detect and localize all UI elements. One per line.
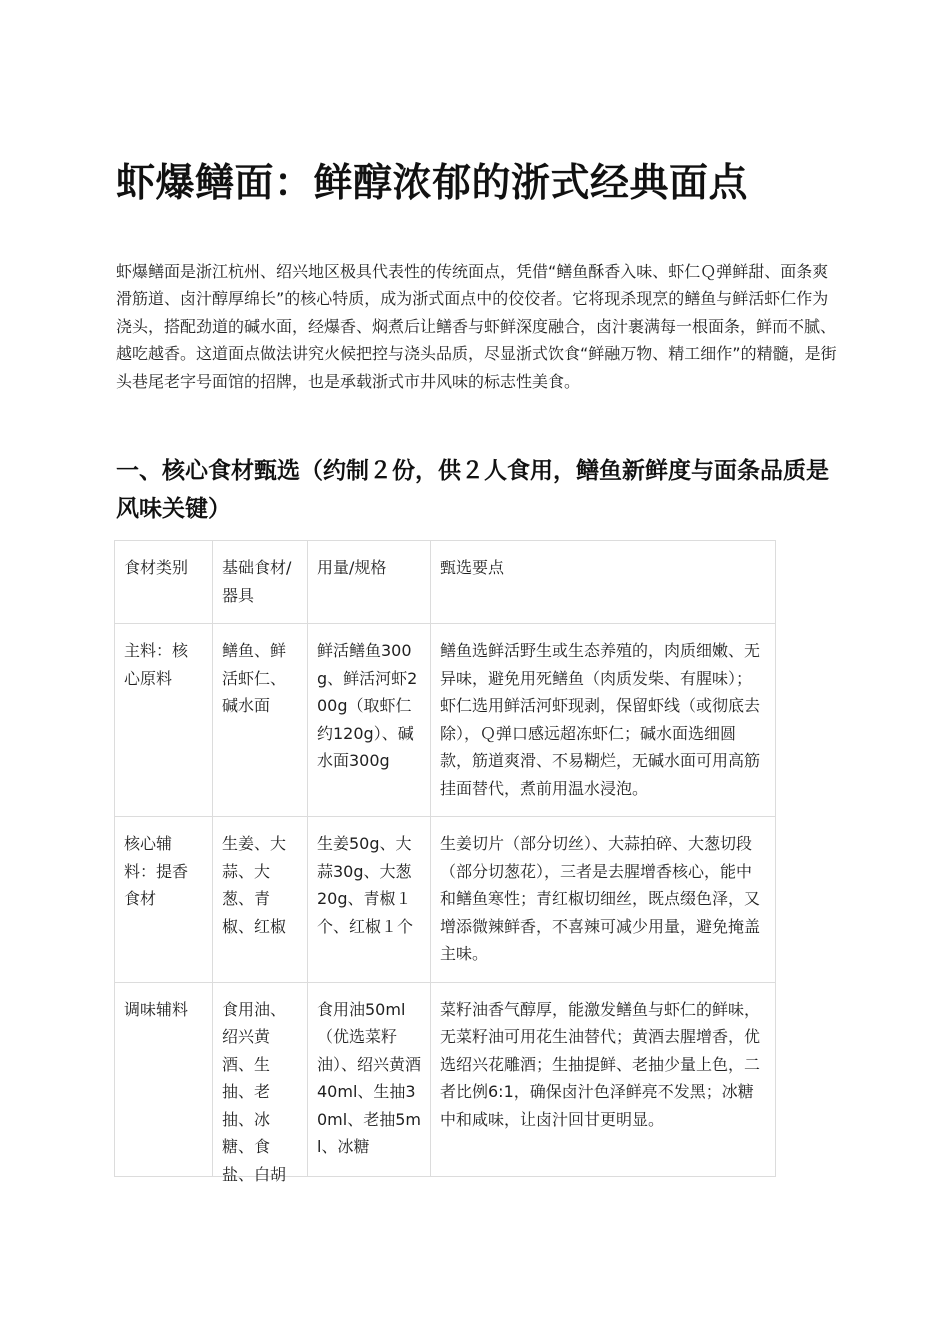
cell-items <box>213 982 308 1184</box>
cell-items: 生姜、大蒜、大葱、青椒、红椒 <box>213 817 308 983</box>
cell-amount: 生姜50g、大蒜30g、大葱20g、青椒１个、红椒１个 <box>308 817 431 983</box>
table-row <box>115 982 776 1176</box>
cell-items: 鳝鱼、鲜活虾仁、碱水面 <box>213 624 308 817</box>
header-items: 基础食材/器具 <box>213 541 308 624</box>
cell-amount <box>308 982 431 1176</box>
header-amount: 用量/规格 <box>308 541 431 624</box>
cell-amount-text: 食用油50ml（优选菜籽油）、绍兴黄酒40ml、生抽30ml、老抽5ml、冰糖 <box>317 999 422 1156</box>
table-row <box>115 624 776 817</box>
cell-category: 核心辅料：提香食材 <box>115 817 213 983</box>
cell-selection-tips: 鳝鱼选鲜活野生或生态养殖的，肉质细嫩、无异味，避免用死鳝鱼（肉质发柴、有腥味）；虾仁选用鲜活河虾现剥，保留虾线（或彻底去除），Ｑ弹口感远超冻虾仁；碱水面选细圆款，筋道爽滑、不易糊烂，无碱水面可用高筋挂面替代，煮前用温水浸泡。 <box>431 624 776 817</box>
table-row <box>115 817 776 983</box>
cell-amount: 鲜活鳝鱼300g、鲜活河虾200g（取虾仁约120g）、碱水面300g <box>308 624 431 817</box>
cell-selection-tips <box>431 982 776 1176</box>
cell-category-text: 调味辅料 <box>124 999 189 1019</box>
cell-items-text: 食用油、绍兴黄酒、生抽、老抽、冰糖、食盐、白胡 <box>222 999 287 1184</box>
intro-paragraph: 虾爆鳝面是浙江杭州、绍兴地区极具代表性的传统面点，凭借“鳝鱼酥香入味、虾仁Ｑ弹鲜甜、面条爽滑筋道、卤汁醇厚绵长”的核心特质，成为浙式面点中的佼佼者。它将现杀现烹的鳝鱼与鲜活虾仁作为浇头，搭配劲道的碱水面，经爆香、焖煮后让鳝香与虾鲜深度融合，卤汁裹满每一根面条，鲜而不腻、越吃越香。这道面点做法讲究火候把控与浇头品质，尽显浙式饮食“鲜融万物、精工细作”的精髓，是街头巷尾老字号面馆的招牌，也是承载浙式市井风味的标志性美食。 <box>116 262 837 391</box>
cell-selection-tips: 生姜切片（部分切丝）、大蒜拍碎、大葱切段（部分切葱花），三者是去腥增香核心，能中和鳝鱼寒性；青红椒切细丝，既点缀色泽，又增添微辣鲜香，不喜辣可减少用量，避免掩盖主味。 <box>431 817 776 983</box>
header-selection-tips: 甄选要点 <box>431 541 776 624</box>
cell-category <box>115 982 213 1176</box>
page-title: 虾爆鳝面：鲜醇浓郁的浙式经典面点 <box>116 161 749 206</box>
table-header-row <box>115 541 776 624</box>
cell-category: 主料：核心原料 <box>115 624 213 817</box>
ingredients-table <box>114 540 776 1184</box>
section-heading-ingredients: 一、核心食材甄选（约制２份，供２人食用，鳝鱼新鲜度与面条品质是风味关键） <box>116 458 829 522</box>
header-category: 食材类别 <box>115 541 213 624</box>
cell-selection-tips-text: 菜籽油香气醇厚，能激发鳝鱼与虾仁的鲜味，无菜籽油可用花生油替代；黄酒去腥增香，优选绍兴花雕酒；生抽提鲜、老抽少量上色，二者比例6:1，确保卤汁色泽鲜亮不发黑；冰糖中和咸味，让卤汁回甘更明显。 <box>440 999 761 1129</box>
